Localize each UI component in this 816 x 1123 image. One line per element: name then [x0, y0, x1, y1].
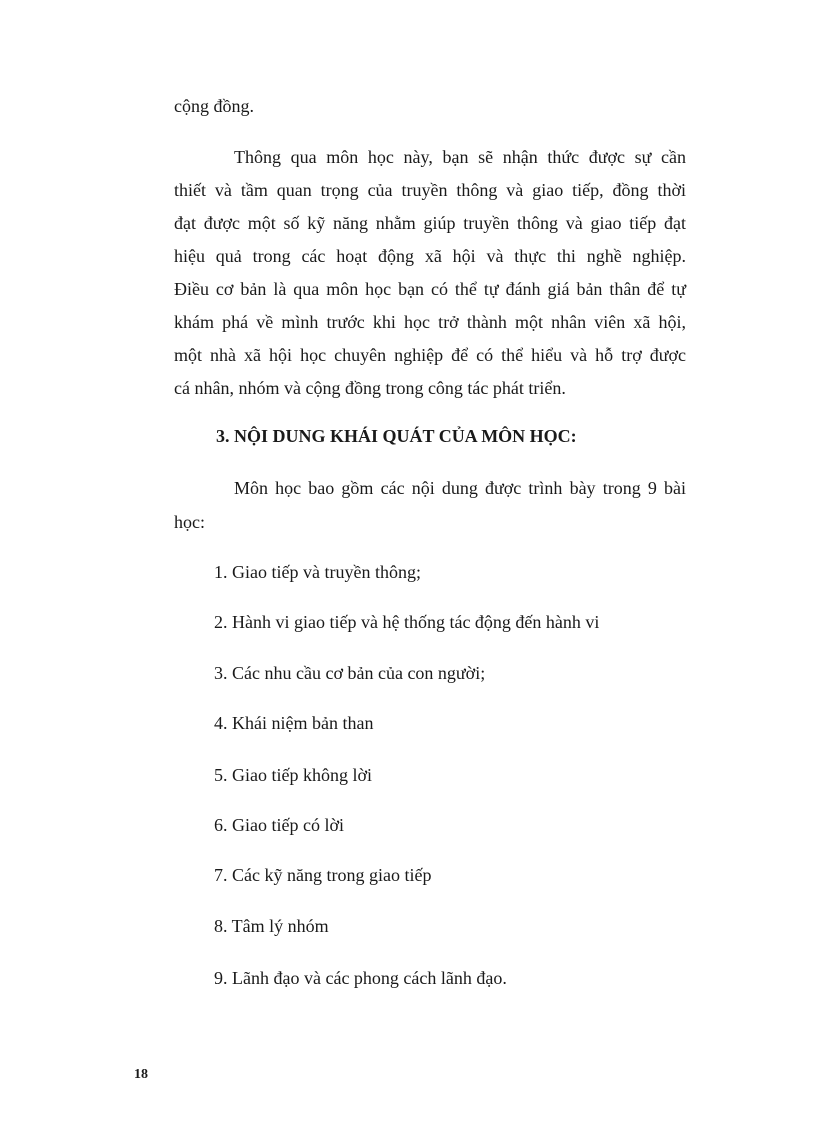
paragraph-line: khám phá về mình trước khi học trở thành một nhân viên xã hội, [174, 312, 686, 332]
list-item: 5. Giao tiếp không lời [214, 765, 373, 785]
paragraph-line: thiết và tầm quan trọng của truyền thông và giao tiếp, đồng thời [174, 180, 686, 200]
list-item: 8. Tâm lý nhóm [214, 916, 329, 936]
section-intro-line: học: [174, 512, 205, 532]
list-item: 4. Khái niệm bản than [214, 713, 374, 733]
section-heading: 3. NỘI DUNG KHÁI QUÁT CỦA MÔN HỌC: [216, 426, 577, 446]
paragraph-line: cá nhân, nhóm và cộng đồng trong công tác phát triển. [174, 378, 566, 398]
intro-line: cộng đồng. [174, 96, 254, 116]
list-item: 6. Giao tiếp có lời [214, 815, 344, 835]
paragraph-line: đạt được một số kỹ năng nhằm giúp truyền thông và giao tiếp đạt [174, 213, 686, 233]
list-item: 2. Hành vi giao tiếp và hệ thống tác động đến hành vi [214, 612, 600, 632]
list-item: 3. Các nhu cầu cơ bản của con người; [214, 663, 486, 683]
list-item: 1. Giao tiếp và truyền thông; [214, 562, 421, 582]
page-number: 18 [134, 1067, 148, 1082]
paragraph-line: Thông qua môn học này, bạn sẽ nhận thức được sự cần [234, 147, 686, 167]
paragraph-line: Điều cơ bản là qua môn học bạn có thể tự đánh giá bản thân để tự [174, 279, 686, 299]
list-item: 7. Các kỹ năng trong giao tiếp [214, 865, 432, 885]
section-intro-line: Môn học bao gồm các nội dung được trình bày trong 9 bài [234, 478, 686, 498]
paragraph-line: một nhà xã hội học chuyên nghiệp để có thể hiểu và hỗ trợ được [174, 345, 686, 365]
paragraph-line: hiệu quả trong các hoạt động xã hội và thực thi nghề nghiệp. [174, 246, 686, 266]
list-item: 9. Lãnh đạo và các phong cách lãnh đạo. [214, 968, 507, 988]
